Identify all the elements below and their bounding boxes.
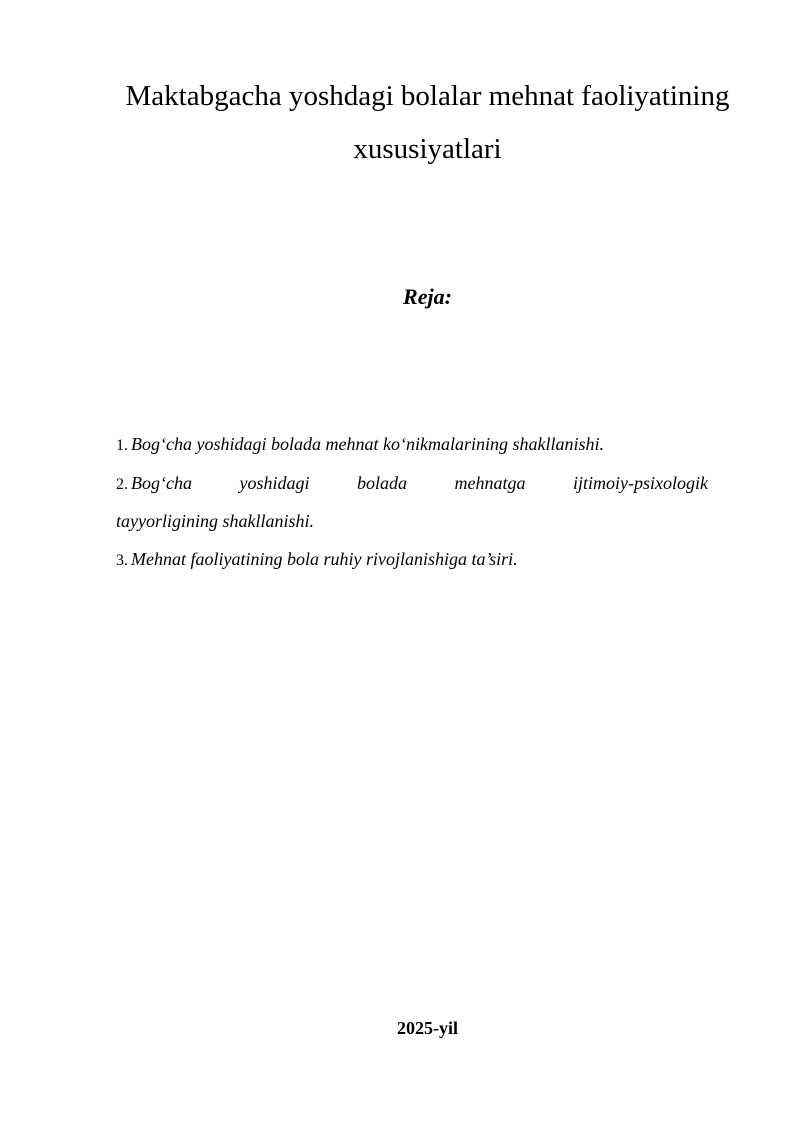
document-title-line-2: xususiyatlari — [353, 133, 502, 165]
plan-item-3 — [116, 541, 708, 580]
plan-item-text-line-2: tayyorligining shakllanishi. — [116, 511, 314, 531]
plan-item-first-line — [116, 465, 708, 504]
document-year: 2025-yil — [397, 1018, 458, 1038]
plan-item-number: 3. — [116, 551, 128, 569]
plan-item-text: Mehnat faoliyatining bola ruhiy rivojlanishiga ta’siri. — [131, 548, 518, 569]
plan-item-1 — [116, 426, 708, 465]
plan-heading: Reja: — [403, 284, 452, 309]
plan-item-2 — [116, 465, 708, 541]
plan-item-text-line-1: Bog‘cha yoshidagi bolada mehnatga ijtimoiy-psixologik — [131, 472, 708, 493]
plan-item-number: 2. — [116, 475, 128, 493]
plan-item-number: 1. — [116, 437, 128, 454]
document-title-line-1: Maktabgacha yoshdagi bolalar mehnat faoliyatining — [125, 80, 730, 112]
plan-list — [116, 426, 708, 579]
plan-item-text: Bog‘cha yoshidagi bolada mehnat ko‘nikmalarining shakllanishi. — [131, 434, 604, 454]
document-title — [100, 70, 755, 176]
